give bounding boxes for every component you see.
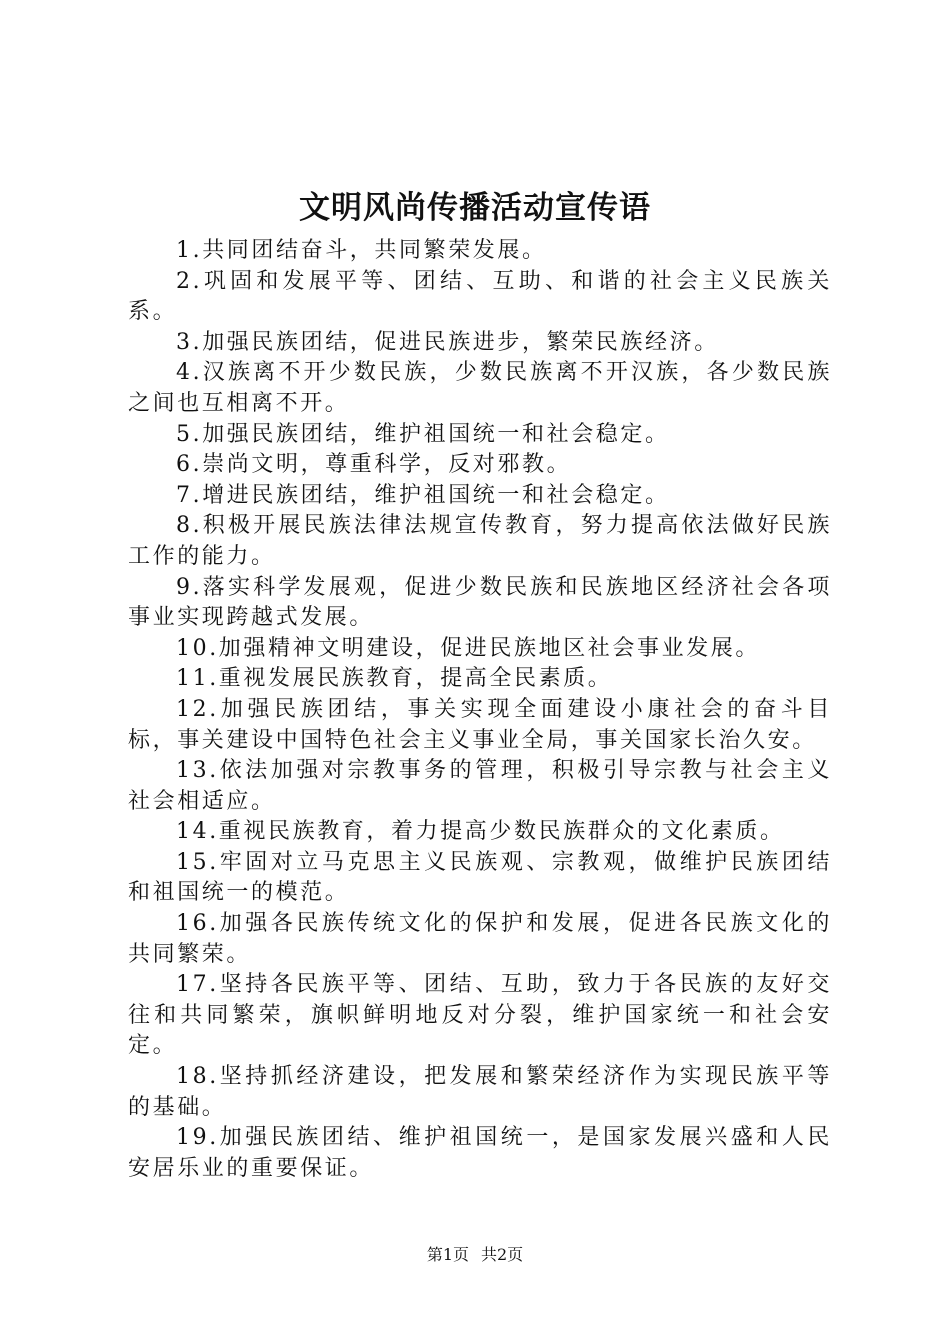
slogan-item: 5.加强民族团结，维护祖国统一和社会稳定。 [176,421,670,447]
slogan-item: 16.加强各民族传统文化的保护和发展，促进各民族文化的共同繁荣。 [128,911,832,967]
page-number-total: 共2页 [481,1245,524,1264]
slogan-item: 17.坚持各民族平等、团结、互助，致力于各民族的友好交往和共同繁荣，旗帜鲜明地反对分裂，维护国家统一和社会安定。 [128,972,832,1059]
page-number-current: 第1页 [426,1245,469,1264]
slogan-item: 8.积极开展民族法律法规宣传教育，努力提高依法做好民族工作的能力。 [128,513,832,569]
slogan-item: 15.牢固对立马克思主义民族观、宗教观，做维护民族团结和祖国统一的模范。 [128,849,832,906]
slogan-item: 11.重视发展民族教育，提高全民素质。 [176,666,613,692]
slogan-item: 4.汉族离不开少数民族，少数民族离不开汉族，各少数民族之间也互相离不开。 [128,360,832,416]
slogan-item: 18.坚持抓经济建设，把发展和繁荣经济作为实现民族平等的基础。 [128,1064,832,1120]
page-footer [0,1244,950,1266]
slogan-item: 13.依法加强对宗教事务的管理，积极引导宗教与社会主义社会相适应。 [128,758,832,814]
slogan-item: 2.巩固和发展平等、团结、互助、和谐的社会主义民族关系。 [128,268,832,325]
slogan-item: 19.加强民族团结、维护祖国统一，是国家发展兴盛和人民安居乐业的重要保证。 [128,1125,832,1181]
slogan-item: 6.崇尚文明，尊重科学，反对邪教。 [176,452,572,478]
slogan-item: 3.加强民族团结，促进民族进步，繁荣民族经济。 [176,329,719,355]
slogan-item: 1.共同团结奋斗，共同繁荣发展。 [176,238,547,263]
slogan-item: 12.加强民族团结，事关实现全面建设小康社会的奋斗目标，事关建设中国特色社会主义事业全局，事关国家长治久安。 [128,696,832,753]
slogan-item: 10.加强精神文明建设，促进民族地区社会事业发展。 [176,635,760,661]
slogan-list [128,236,832,1184]
slogan-item: 7.增进民族团结，维护祖国统一和社会稳定。 [176,482,670,508]
slogan-item: 9.落实科学发展观，促进少数民族和民族地区经济社会各项事业实现跨越式发展。 [128,574,832,631]
slogan-item: 14.重视民族教育，着力提高少数民族群众的文化素质。 [176,819,785,845]
document-title: 文明风尚传播活动宣传语 [299,190,651,226]
